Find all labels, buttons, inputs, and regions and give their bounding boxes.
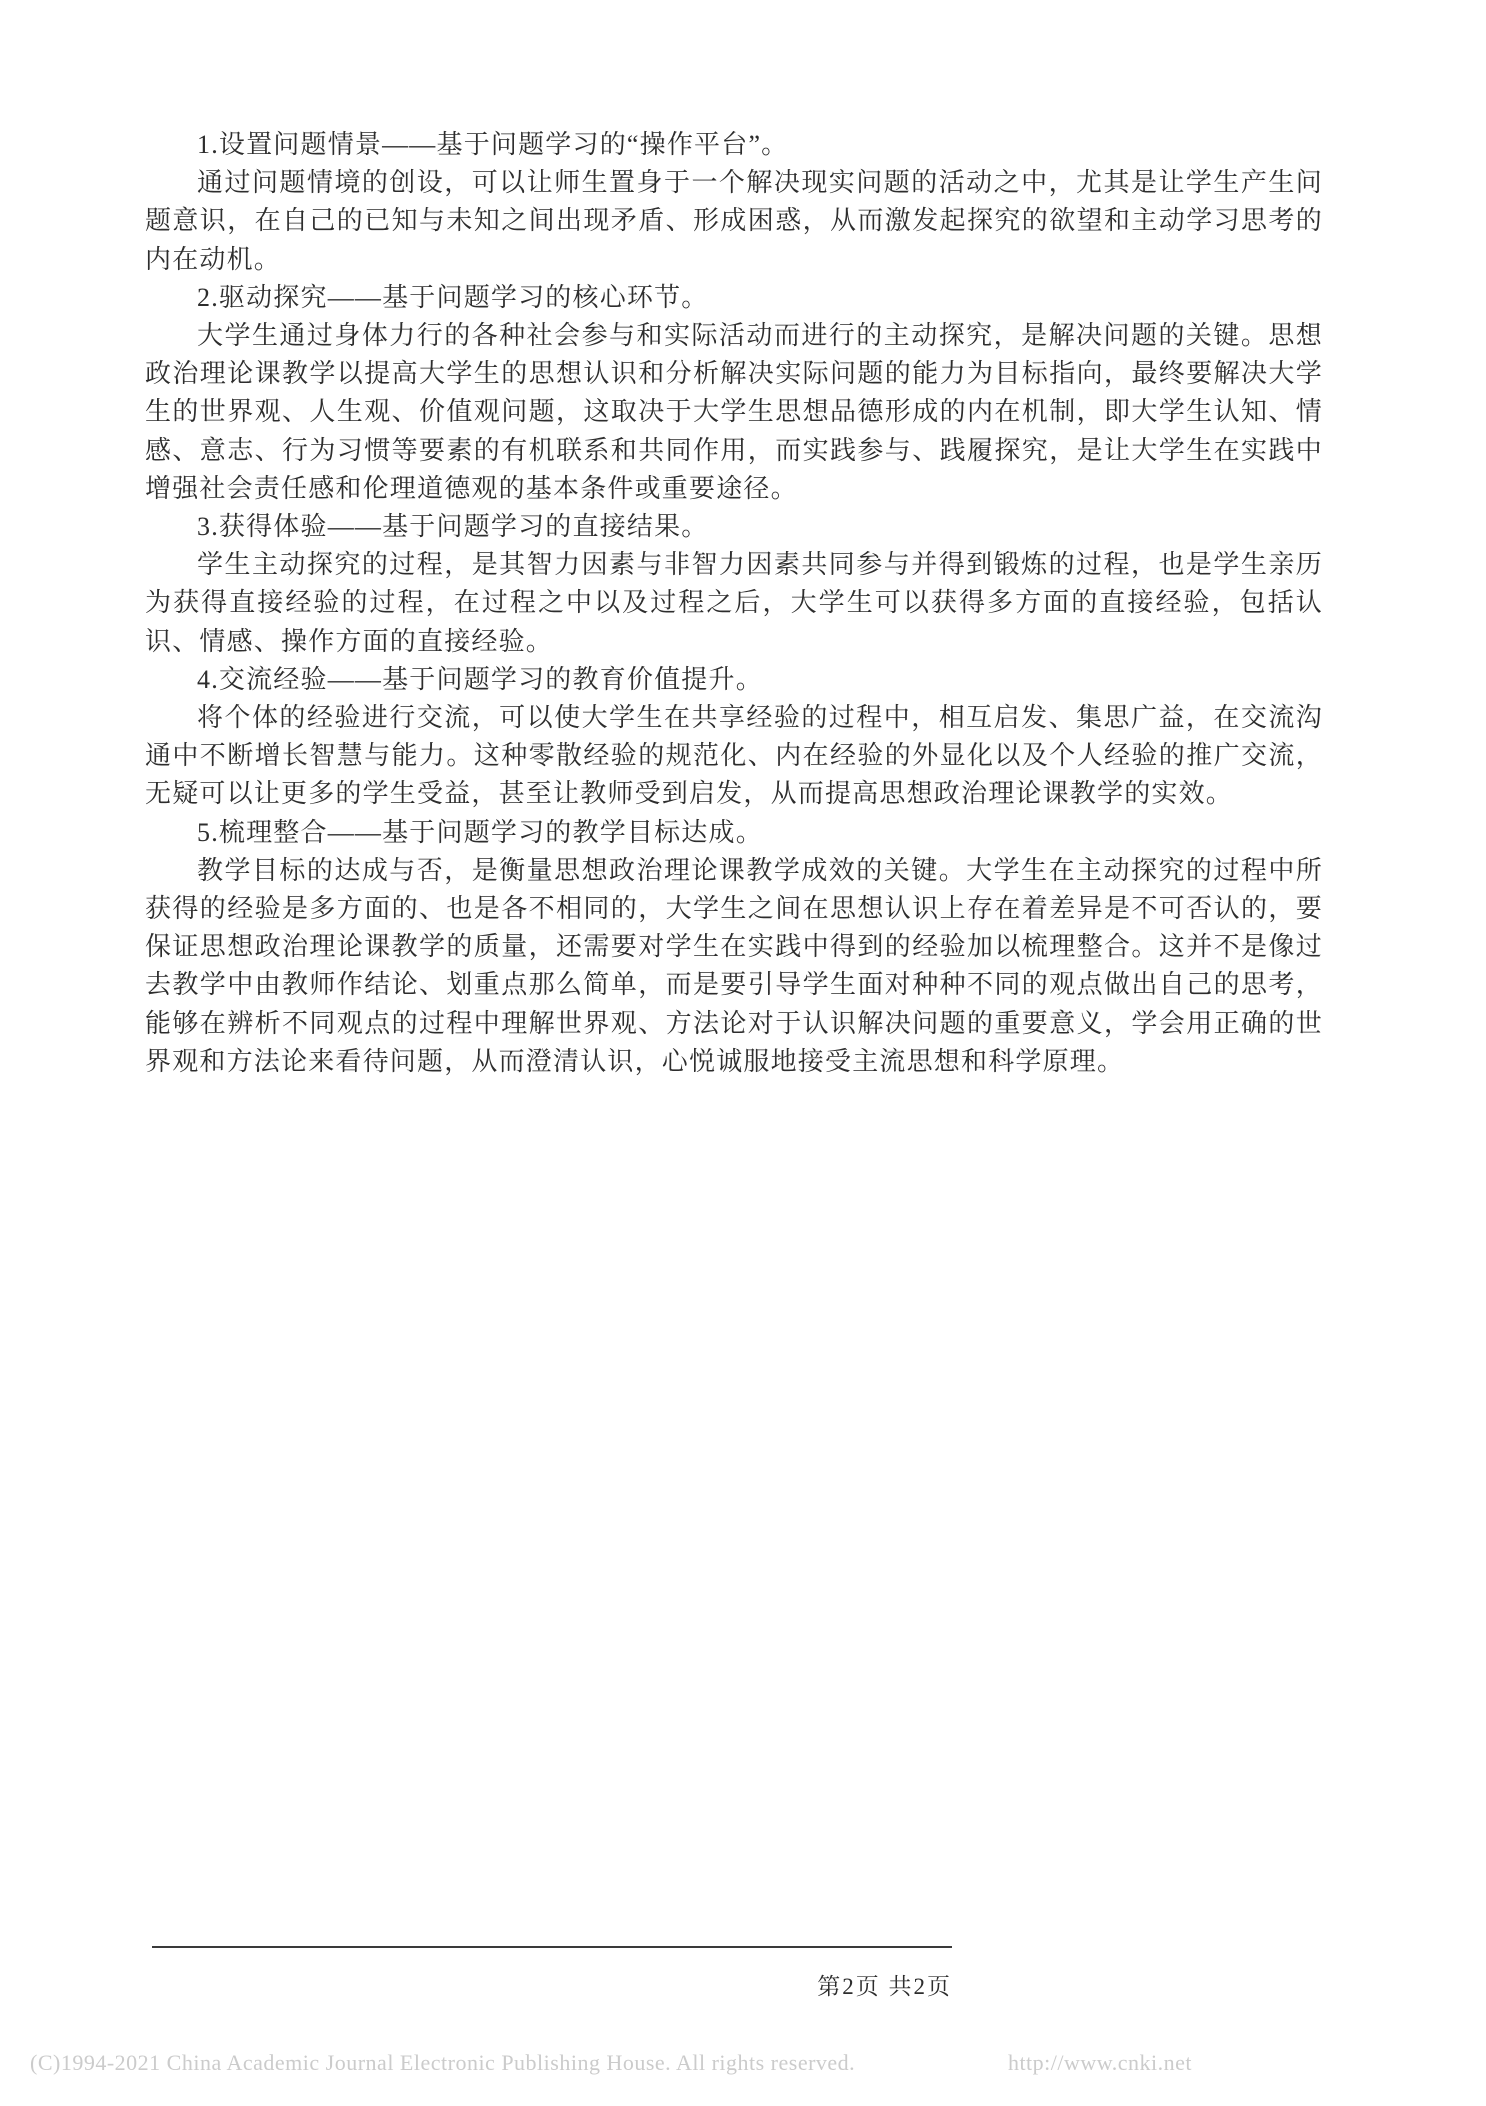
section-heading: 4.交流经验——基于问题学习的教育价值提升。 [197,664,763,694]
section-heading: 5.梳理整合——基于问题学习的教学目标达成。 [197,817,763,847]
paragraph: 教学目标的达成与否，是衡量思想政治理论课教学成效的关键。大学生在主动探究的过程中所获得的经验是多方面的、也是各不相同的，大学生之间在思想认识上存在着差异是不可否认的，要保证思想政治理论课教学的质量，还需要对学生在实践中得到的经验加以梳理整合。这并不是像过去教学中由教师作结论、划重点那么简单，而是要引导学生面对种种不同的观点做出自己的思考，能够在辨析不同观点的过程中理解世界观、方法论对于认识解决问题的重要意义，学会用正确的世界观和方法论来看待问题，从而澄清认识，心悦诚服地接受主流思想和科学原理。 [145,855,1323,1076]
article-body [145,126,1323,1081]
section-heading: 1.设置问题情景——基于问题学习的“操作平台”。 [197,130,789,159]
section-heading: 2.驱动探究——基于问题学习的核心环节。 [197,282,709,312]
paragraph: 通过问题情境的创设，可以让师生置身于一个解决现实问题的活动之中，尤其是让学生产生问题意识，在自己的已知与未知之间出现矛盾、形成困惑，从而激发起探究的欲望和主动学习思考的内在动机。 [145,168,1323,274]
paragraph: 大学生通过身体力行的各种社会参与和实际活动而进行的主动探究，是解决问题的关键。思想政治理论课教学以提高大学生的思想认识和分析解决实际问题的能力为目标指向，最终要解决大学生的世界观、人生观、价值观问题，这取决于大学生思想品德形成的内在机制，即大学生认知、情感、意志、行为习惯等要素的有机联系和共同作用，而实践参与、践履探究，是让大学生在实践中增强社会责任感和伦理道德观的基本条件或重要途径。 [145,321,1323,503]
copyright-watermark: (C)1994-2021 China Academic Journal Electronic Publishing House. All rights reserved. [30,2050,856,2075]
paragraph: 将个体的经验进行交流，可以使大学生在共享经验的过程中，相互启发、集思广益，在交流沟通中不断增长智慧与能力。这种零散经验的规范化、内在经验的外显化以及个人经验的推广交流，无疑可以让更多的学生受益，甚至让教师受到启发，从而提高思想政治理论课教学的实效。 [145,703,1323,809]
cnki-url: http://www.cnki.net [1007,2050,1192,2075]
section-heading: 3.获得体验——基于问题学习的直接结果。 [197,512,709,542]
page-number: 第2页 共2页 [817,1974,952,1999]
paragraph: 学生主动探究的过程，是其智力因素与非智力因素共同参与并得到锻炼的过程，也是学生亲历为获得直接经验的过程，在过程之中以及过程之后，大学生可以获得多方面的直接经验，包括认识、情感、操作方面的直接经验。 [145,550,1323,656]
watermark-bar [30,2050,1192,2076]
footer-divider [152,1946,952,1948]
